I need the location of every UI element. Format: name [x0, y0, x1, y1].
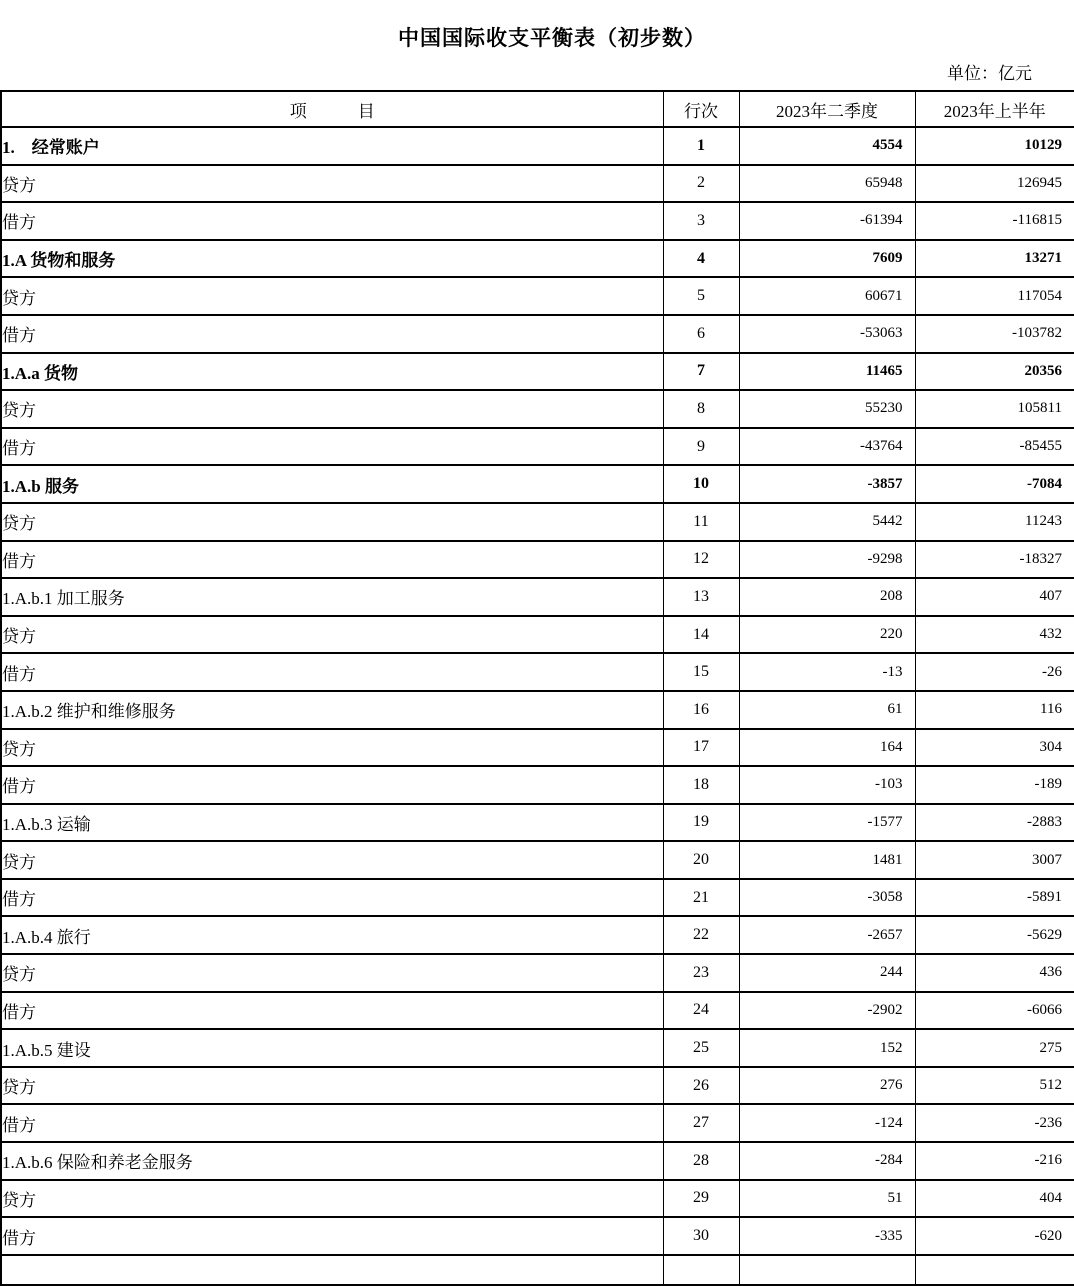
item-cell: 贷方 [1, 390, 663, 428]
h1-value-cell: -18327 [915, 541, 1074, 579]
empty-cell [739, 1255, 915, 1285]
line-number-cell: 29 [663, 1180, 739, 1218]
line-number-cell: 15 [663, 653, 739, 691]
line-number-cell: 16 [663, 691, 739, 729]
line-number-cell: 19 [663, 804, 739, 842]
h1-value-cell: -103782 [915, 315, 1074, 353]
item-cell: 借方 [1, 879, 663, 917]
h1-value-cell: 304 [915, 729, 1074, 767]
line-number-cell: 6 [663, 315, 739, 353]
item-cell: 借方 [1, 1104, 663, 1142]
q2-value-cell: 276 [739, 1067, 915, 1105]
table-row [1, 1104, 1074, 1142]
table-row [1, 1067, 1074, 1105]
table-row [1, 992, 1074, 1030]
q2-value-cell: 5442 [739, 503, 915, 541]
empty-cell [915, 1255, 1074, 1285]
item-cell: 1.A.b.2 维护和维修服务 [1, 691, 663, 729]
q2-value-cell: -1577 [739, 804, 915, 842]
h1-value-cell: 20356 [915, 353, 1074, 391]
item-cell: 借方 [1, 202, 663, 240]
h1-value-cell: 11243 [915, 503, 1074, 541]
line-number-cell: 28 [663, 1142, 739, 1180]
empty-cell [663, 1255, 739, 1285]
table-row [1, 1142, 1074, 1180]
h1-value-cell: -189 [915, 766, 1074, 804]
line-number-cell: 4 [663, 240, 739, 278]
table-row [1, 1180, 1074, 1218]
line-number-cell: 24 [663, 992, 739, 1030]
table-row [1, 127, 1074, 165]
h1-value-cell: 105811 [915, 390, 1074, 428]
item-cell: 借方 [1, 992, 663, 1030]
item-cell: 借方 [1, 766, 663, 804]
q2-value-cell: 61 [739, 691, 915, 729]
h1-value-cell: -85455 [915, 428, 1074, 466]
table-row [1, 729, 1074, 767]
q2-value-cell: 208 [739, 578, 915, 616]
table-row [1, 277, 1074, 315]
line-number-cell: 11 [663, 503, 739, 541]
q2-value-cell: 7609 [739, 240, 915, 278]
item-cell: 1.A.b 服务 [1, 465, 663, 503]
item-cell: 1.A.a 货物 [1, 353, 663, 391]
q2-value-cell: -284 [739, 1142, 915, 1180]
table-row [1, 766, 1074, 804]
q2-value-cell: 55230 [739, 390, 915, 428]
line-number-cell: 27 [663, 1104, 739, 1142]
empty-cell [1, 1255, 663, 1285]
item-cell: 贷方 [1, 503, 663, 541]
q2-value-cell: 11465 [739, 353, 915, 391]
q2-value-cell: 51 [739, 1180, 915, 1218]
h1-value-cell: 432 [915, 616, 1074, 654]
table-row-partial [1, 1255, 1074, 1285]
item-cell: 借方 [1, 315, 663, 353]
table-row [1, 691, 1074, 729]
balance-of-payments-table [0, 90, 1074, 1286]
table-row [1, 240, 1074, 278]
h1-value-cell: 275 [915, 1029, 1074, 1067]
table-row [1, 390, 1074, 428]
h1-value-cell: 512 [915, 1067, 1074, 1105]
h1-value-cell: 117054 [915, 277, 1074, 315]
q2-value-cell: -2902 [739, 992, 915, 1030]
line-number-cell: 13 [663, 578, 739, 616]
item-cell: 贷方 [1, 1067, 663, 1105]
col-header-line-number: 行次 [663, 91, 739, 127]
q2-value-cell: -124 [739, 1104, 915, 1142]
q2-value-cell: 4554 [739, 127, 915, 165]
q2-value-cell: 152 [739, 1029, 915, 1067]
col-header-item: 项 目 [1, 91, 663, 127]
line-number-cell: 5 [663, 277, 739, 315]
item-cell: 贷方 [1, 277, 663, 315]
table-row [1, 804, 1074, 842]
h1-value-cell: -7084 [915, 465, 1074, 503]
table-row [1, 1029, 1074, 1067]
table-row [1, 165, 1074, 203]
q2-value-cell: -2657 [739, 916, 915, 954]
q2-value-cell: -103 [739, 766, 915, 804]
item-cell: 1.A.b.3 运输 [1, 804, 663, 842]
item-cell: 贷方 [1, 954, 663, 992]
table-row [1, 954, 1074, 992]
h1-value-cell: -236 [915, 1104, 1074, 1142]
item-cell: 贷方 [1, 616, 663, 654]
table-body [1, 127, 1074, 1285]
table-row [1, 916, 1074, 954]
item-cell: 借方 [1, 653, 663, 691]
h1-value-cell: 10129 [915, 127, 1074, 165]
table-row [1, 541, 1074, 579]
item-cell: 1. 经常账户 [1, 127, 663, 165]
table-row [1, 653, 1074, 691]
table-row [1, 503, 1074, 541]
table-row [1, 841, 1074, 879]
q2-value-cell: -335 [739, 1217, 915, 1255]
table-row [1, 879, 1074, 917]
table-row [1, 465, 1074, 503]
h1-value-cell: 436 [915, 954, 1074, 992]
q2-value-cell: 60671 [739, 277, 915, 315]
table-row [1, 1217, 1074, 1255]
h1-value-cell: -2883 [915, 804, 1074, 842]
line-number-cell: 22 [663, 916, 739, 954]
h1-value-cell: -216 [915, 1142, 1074, 1180]
item-cell: 1.A.b.4 旅行 [1, 916, 663, 954]
unit-label: 单位：亿元 [947, 64, 1032, 83]
q2-value-cell: -43764 [739, 428, 915, 466]
line-number-cell: 21 [663, 879, 739, 917]
line-number-cell: 10 [663, 465, 739, 503]
item-cell: 1.A.b.5 建设 [1, 1029, 663, 1067]
q2-value-cell: -13 [739, 653, 915, 691]
line-number-cell: 12 [663, 541, 739, 579]
line-number-cell: 25 [663, 1029, 739, 1067]
item-cell: 1.A.b.1 加工服务 [1, 578, 663, 616]
table-row [1, 315, 1074, 353]
line-number-cell: 20 [663, 841, 739, 879]
h1-value-cell: 126945 [915, 165, 1074, 203]
q2-value-cell: -3058 [739, 879, 915, 917]
line-number-cell: 2 [663, 165, 739, 203]
h1-value-cell: -5891 [915, 879, 1074, 917]
q2-value-cell: -9298 [739, 541, 915, 579]
q2-value-cell: -3857 [739, 465, 915, 503]
h1-value-cell: -26 [915, 653, 1074, 691]
table-row [1, 202, 1074, 240]
line-number-cell: 26 [663, 1067, 739, 1105]
h1-value-cell: 13271 [915, 240, 1074, 278]
q2-value-cell: 164 [739, 729, 915, 767]
item-cell: 贷方 [1, 729, 663, 767]
table-row [1, 578, 1074, 616]
item-cell: 借方 [1, 1217, 663, 1255]
h1-value-cell: -620 [915, 1217, 1074, 1255]
line-number-cell: 3 [663, 202, 739, 240]
h1-value-cell: -6066 [915, 992, 1074, 1030]
h1-value-cell: 404 [915, 1180, 1074, 1218]
table-row [1, 353, 1074, 391]
item-cell: 借方 [1, 428, 663, 466]
item-cell: 借方 [1, 541, 663, 579]
page-title: 中国国际收支平衡表（初步数） [398, 27, 706, 50]
line-number-cell: 9 [663, 428, 739, 466]
h1-value-cell: -116815 [915, 202, 1074, 240]
h1-value-cell: 3007 [915, 841, 1074, 879]
h1-value-cell: 407 [915, 578, 1074, 616]
header-row [1, 91, 1074, 127]
line-number-cell: 14 [663, 616, 739, 654]
q2-value-cell: 1481 [739, 841, 915, 879]
col-header-2023-h1: 2023年上半年 [915, 91, 1074, 127]
q2-value-cell: 244 [739, 954, 915, 992]
q2-value-cell: 65948 [739, 165, 915, 203]
q2-value-cell: -53063 [739, 315, 915, 353]
line-number-cell: 23 [663, 954, 739, 992]
item-cell: 1.A.b.6 保险和养老金服务 [1, 1142, 663, 1180]
line-number-cell: 7 [663, 353, 739, 391]
line-number-cell: 30 [663, 1217, 739, 1255]
item-cell: 贷方 [1, 1180, 663, 1218]
q2-value-cell: 220 [739, 616, 915, 654]
table-row [1, 428, 1074, 466]
item-cell: 贷方 [1, 165, 663, 203]
line-number-cell: 8 [663, 390, 739, 428]
q2-value-cell: -61394 [739, 202, 915, 240]
table-row [1, 616, 1074, 654]
line-number-cell: 1 [663, 127, 739, 165]
item-cell: 贷方 [1, 841, 663, 879]
col-header-2023-q2: 2023年二季度 [739, 91, 915, 127]
h1-value-cell: -5629 [915, 916, 1074, 954]
h1-value-cell: 116 [915, 691, 1074, 729]
line-number-cell: 18 [663, 766, 739, 804]
line-number-cell: 17 [663, 729, 739, 767]
item-cell: 1.A 货物和服务 [1, 240, 663, 278]
